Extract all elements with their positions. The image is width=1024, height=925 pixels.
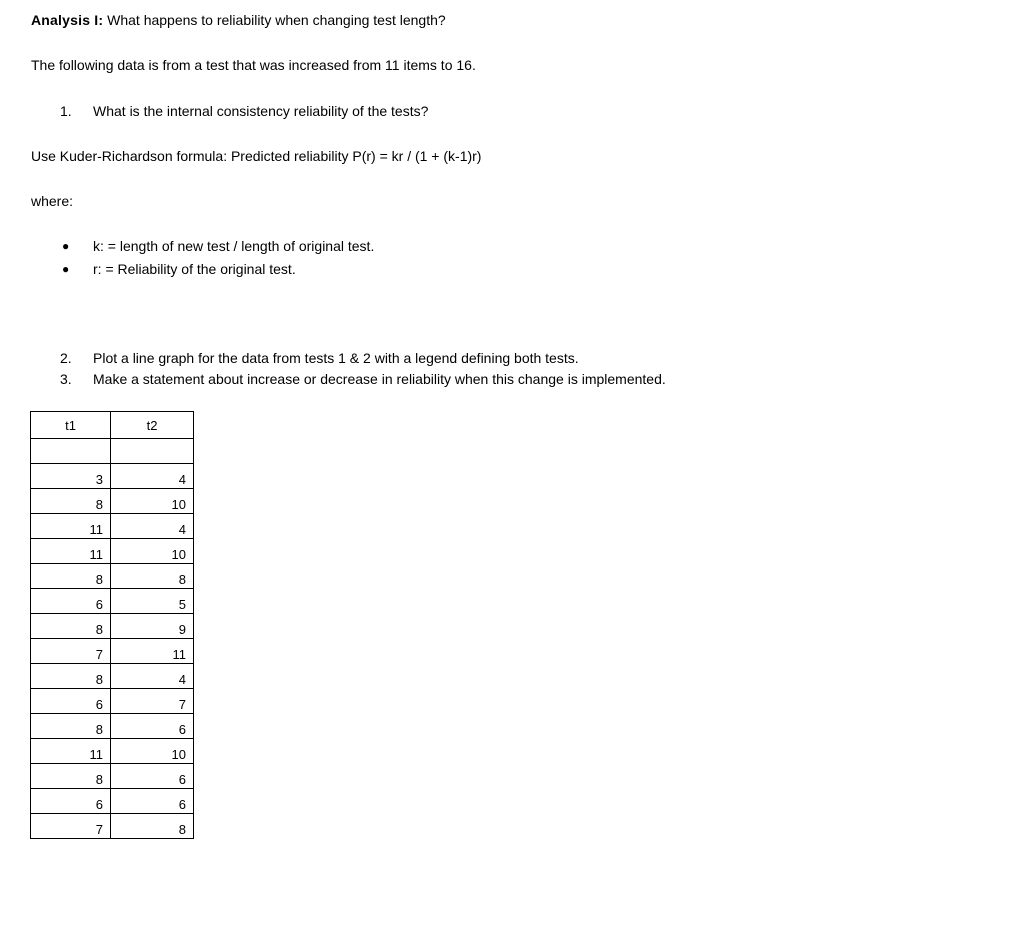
title-lead: Analysis I: xyxy=(31,12,104,28)
table-row xyxy=(31,814,194,839)
page-title xyxy=(31,11,446,29)
bullet-k-definition: k: = length of new test / length of original test. xyxy=(93,238,375,254)
cell-t1: 8 xyxy=(31,714,111,739)
cell-t2: 4 xyxy=(111,464,194,489)
cell-t1: 6 xyxy=(31,589,111,614)
question-2-number: 2. xyxy=(60,350,72,366)
cell-t2: 4 xyxy=(111,514,194,539)
intro-text: The following data is from a test that was increased from 11 items to 16. xyxy=(31,57,476,73)
cell-t2: 7 xyxy=(111,689,194,714)
table-row xyxy=(31,564,194,589)
cell-t1: 3 xyxy=(31,464,111,489)
cell-t2: 11 xyxy=(111,639,194,664)
table-header-row xyxy=(31,412,194,439)
cell-t2: 5 xyxy=(111,589,194,614)
question-3-text: Make a statement about increase or decrease in reliability when this change is implemented. xyxy=(93,371,666,387)
table-row xyxy=(31,739,194,764)
cell-t2: 8 xyxy=(111,564,194,589)
table-row xyxy=(31,614,194,639)
cell-t1: 8 xyxy=(31,564,111,589)
cell-t2: 4 xyxy=(111,664,194,689)
table-row xyxy=(31,589,194,614)
header-t2: t2 xyxy=(111,412,194,439)
cell-t2: 10 xyxy=(111,539,194,564)
cell-t2: 10 xyxy=(111,739,194,764)
cell-t1: 6 xyxy=(31,789,111,814)
table-row xyxy=(31,664,194,689)
bullet-dot-icon: ● xyxy=(62,239,70,253)
table-row xyxy=(31,639,194,664)
cell-t1: 6 xyxy=(31,689,111,714)
question-3-number: 3. xyxy=(60,371,72,387)
cell-t2: 8 xyxy=(111,814,194,839)
table-row xyxy=(31,464,194,489)
question-2-text: Plot a line graph for the data from tests 1 & 2 with a legend defining both tests. xyxy=(93,350,579,366)
table-row xyxy=(31,514,194,539)
cell-t1: 7 xyxy=(31,814,111,839)
title-question: What happens to reliability when changing test length? xyxy=(107,12,446,28)
where-label: where: xyxy=(31,193,74,209)
data-table xyxy=(30,411,194,839)
cell-t1: 11 xyxy=(31,539,111,564)
cell-t1 xyxy=(31,439,111,464)
cell-t2: 10 xyxy=(111,489,194,514)
question-1-text: What is the internal consistency reliability of the tests? xyxy=(93,103,429,119)
cell-t1: 11 xyxy=(31,514,111,539)
cell-t2: 6 xyxy=(111,764,194,789)
table-row xyxy=(31,539,194,564)
cell-t1: 8 xyxy=(31,664,111,689)
table-row xyxy=(31,714,194,739)
question-1-number: 1. xyxy=(60,103,72,119)
cell-t2: 9 xyxy=(111,614,194,639)
cell-t1: 8 xyxy=(31,489,111,514)
table-row xyxy=(31,439,194,464)
table-row xyxy=(31,789,194,814)
cell-t1: 11 xyxy=(31,739,111,764)
table-row xyxy=(31,489,194,514)
header-t1: t1 xyxy=(31,412,111,439)
cell-t2 xyxy=(111,439,194,464)
cell-t1: 7 xyxy=(31,639,111,664)
table-row xyxy=(31,689,194,714)
bullet-r-definition: r: = Reliability of the original test. xyxy=(93,261,296,277)
cell-t2: 6 xyxy=(111,789,194,814)
bullet-dot-icon: ● xyxy=(62,262,70,276)
table-row xyxy=(31,764,194,789)
formula-text: Use Kuder-Richardson formula: Predicted reliability P(r) = kr / (1 + (k-1)r) xyxy=(31,148,482,164)
cell-t2: 6 xyxy=(111,714,194,739)
cell-t1: 8 xyxy=(31,614,111,639)
cell-t1: 8 xyxy=(31,764,111,789)
